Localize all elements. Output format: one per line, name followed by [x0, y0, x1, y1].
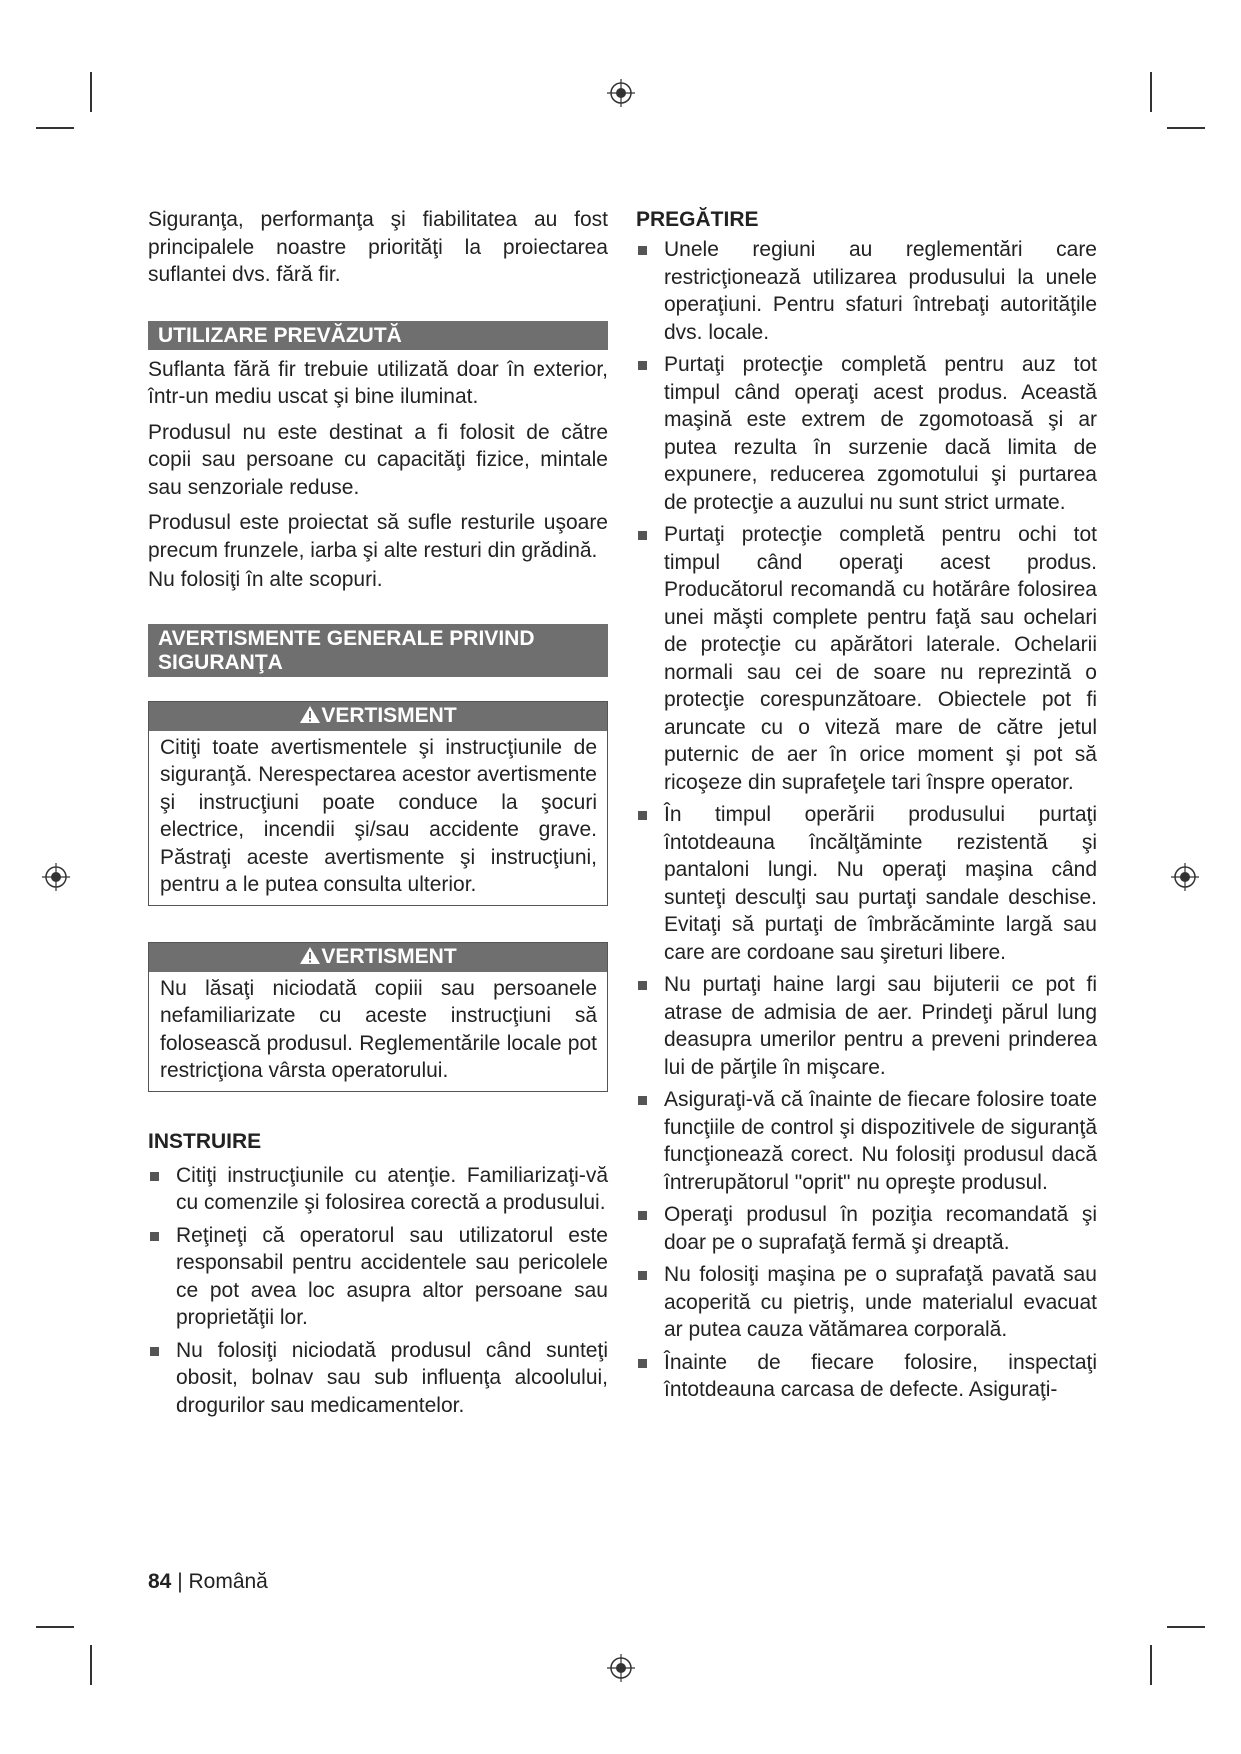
warning-text: Citiţi toate avertismentele şi instrucţiunile de siguranţă. Nerespectarea acestor avertismente şi instrucţiuni poate conduce la şocuri electrice, incendii şi/sau accidente grave. Păstraţi aceste avertismente şi instrucţiuni, pentru a le putea consulta ulterior. — [160, 735, 597, 896]
training-list — [148, 1162, 608, 1420]
bullet-square-icon — [638, 1211, 647, 1220]
registration-mark-icon — [606, 78, 636, 108]
warning-text: Nu lăsaţi niciodată copiii sau persoanele nefamiliarizate cu aceste instrucţiuni să folosească produsul. Reglementările locale pot restricţiona vârsta operatorului. — [160, 976, 597, 1082]
warning-header — [149, 943, 607, 972]
registration-mark-icon — [606, 1653, 636, 1683]
right-column — [636, 206, 1097, 1409]
crop-mark-bottom-right-h — [1167, 1626, 1205, 1628]
warning-box — [148, 701, 608, 906]
list-item: Nu folosiţi niciodată produsul când sunteţi obosit, bolnav sau sub influenţa alcoolului, drogurilor sau medicamentelor. — [148, 1337, 608, 1420]
list-item: Reţineţi că operatorul sau utilizatorul este responsabil pentru accidentele sau pericolele ce pot avea loc asupra altor persoane sau proprietăţii lor. — [148, 1222, 608, 1332]
section-title-intended-use: UTILIZARE PREVĂZUTĂ — [148, 321, 608, 350]
list-item: Purtaţi protecţie completă pentru auz tot timpul când operaţi acest produs. Această maşină este extrem de zgomotoasă şi ar putea rezulta în surzenie dacă limita de expunere, reducerea zgomotului şi purtarea de protecţie a auzului nu sunt strict urmate. — [636, 351, 1097, 516]
bullet-square-icon — [638, 1271, 647, 1280]
list-item: Unele regiuni au reglementări care restricţionează utilizarea produsului la unele operaţiuni. Pentru sfaturi întrebaţi autorităţile dvs. locale. — [636, 236, 1097, 346]
bullet-square-icon — [150, 1347, 159, 1356]
crop-mark-bottom-left-h — [36, 1626, 74, 1628]
list-item: Purtaţi protecţie completă pentru ochi tot timpul când operaţi acest produs. Producătorul recomandă cu hotărâre folosirea unei măşti complete pentru faţă sau ochelari de protecţie cu apărători laterale. Ochelarii normali sau cei de soare nu reprezintă o protecţie corespunzătoare. Obiectele pot fi aruncate cu o viteză mare de către jetul puternic de aer în orice moment şi pot să ricoşeze din suprafeţele tari înspre operator. — [636, 521, 1097, 796]
warning-title: VERTISMENT — [321, 944, 457, 968]
bullet-square-icon — [638, 361, 647, 370]
section-title-line: SIGURANŢA — [158, 650, 283, 674]
list-item: Înainte de fiecare folosire, inspectaţi întotdeauna carcasa de defecte. Asiguraţi- — [636, 1349, 1097, 1404]
warning-triangle-icon — [299, 946, 321, 965]
bullet-square-icon — [150, 1232, 159, 1241]
crop-mark-bottom-right-v — [1150, 1645, 1152, 1685]
section-title-general-warnings — [148, 624, 608, 677]
warning-box — [148, 942, 608, 1092]
list-item: Citiţi instrucţiunile cu atenţie. Familiarizaţi-vă cu comenzile şi folosirea corectă a produsului. — [148, 1162, 608, 1217]
bullet-square-icon — [638, 811, 647, 820]
crop-mark-top-right-v — [1150, 72, 1152, 112]
page-number: 84 — [148, 1570, 172, 1593]
left-column — [148, 206, 608, 1424]
registration-mark-icon — [41, 862, 71, 892]
warning-header — [149, 702, 607, 731]
intended-use-paragraph: Suflanta fără fir trebuie utilizată doar în exterior, într-un mediu uscat şi bine iluminat. — [148, 357, 608, 408]
warning-title: VERTISMENT — [321, 703, 457, 727]
footer-language: Română — [188, 1570, 268, 1593]
list-item: Operaţi produsul în poziţia recomandată şi doar pe o suprafaţă fermă şi dreaptă. — [636, 1201, 1097, 1256]
crop-mark-bottom-left-v — [90, 1645, 92, 1685]
crop-mark-top-right-h — [1167, 127, 1205, 129]
registration-mark-icon — [1170, 862, 1200, 892]
list-item: Nu purtaţi haine largi sau bijuterii ce pot fi atrase de admisia de aer. Prindeţi părul lung deasupra umerilor pentru a preveni prinderea lui de părţile în mişcare. — [636, 971, 1097, 1081]
subhead-preparation: PREGĂTIRE — [636, 208, 759, 231]
bullet-square-icon — [638, 981, 647, 990]
bullet-square-icon — [638, 1096, 647, 1105]
crop-mark-top-left-h — [36, 127, 74, 129]
subhead-training: INSTRUIRE — [148, 1129, 262, 1153]
list-item: În timpul operării produsului purtaţi întotdeauna încălţăminte rezistentă şi pantaloni lungi. Nu operaţi maşina când sunteţi desculţi sau purtaţi sandale deschise. Evitaţi să purtaţi de îmbrăcăminte largă sau care are cordoane sau şireturi libere. — [636, 801, 1097, 966]
preparation-list — [636, 236, 1097, 1404]
bullet-square-icon — [638, 246, 647, 255]
bullet-square-icon — [638, 1359, 647, 1368]
page-footer — [148, 1568, 268, 1596]
intended-use-paragraph: Nu folosiţi în alte scopuri. — [148, 568, 383, 591]
crop-mark-top-left-v — [90, 72, 92, 112]
bullet-square-icon — [638, 531, 647, 540]
section-title-line: AVERTISMENTE GENERALE PRIVIND — [158, 626, 535, 650]
list-item: Asiguraţi-vă că înainte de fiecare folosire toate funcţiile de control şi dispozitivele de siguranţă funcţionează corect. Nu folosiţi produsul dacă întrerupătorul "oprit" nu opreşte produsul. — [636, 1086, 1097, 1196]
list-item: Nu folosiţi maşina pe o suprafaţă pavată sau acoperită cu pietriş, unde materialul evacuat ar putea cauza vătămarea corporală. — [636, 1261, 1097, 1344]
warning-triangle-icon — [299, 705, 321, 724]
bullet-square-icon — [150, 1172, 159, 1181]
intro-paragraph: Siguranţa, performanţa şi fiabilitatea au fost principalele noastre priorităţi la proiectarea suflantei dvs. fără fir. — [148, 208, 608, 286]
intended-use-paragraph: Produsul este proiectat să sufle resturile uşoare precum frunzele, iarba şi alte resturi din grădină. — [148, 511, 608, 562]
footer-separator: | — [171, 1570, 189, 1593]
intended-use-paragraph: Produsul nu este destinat a fi folosit de către copii sau persoane cu capacităţi fizice, mintale sau senzoriale reduse. — [148, 420, 608, 499]
